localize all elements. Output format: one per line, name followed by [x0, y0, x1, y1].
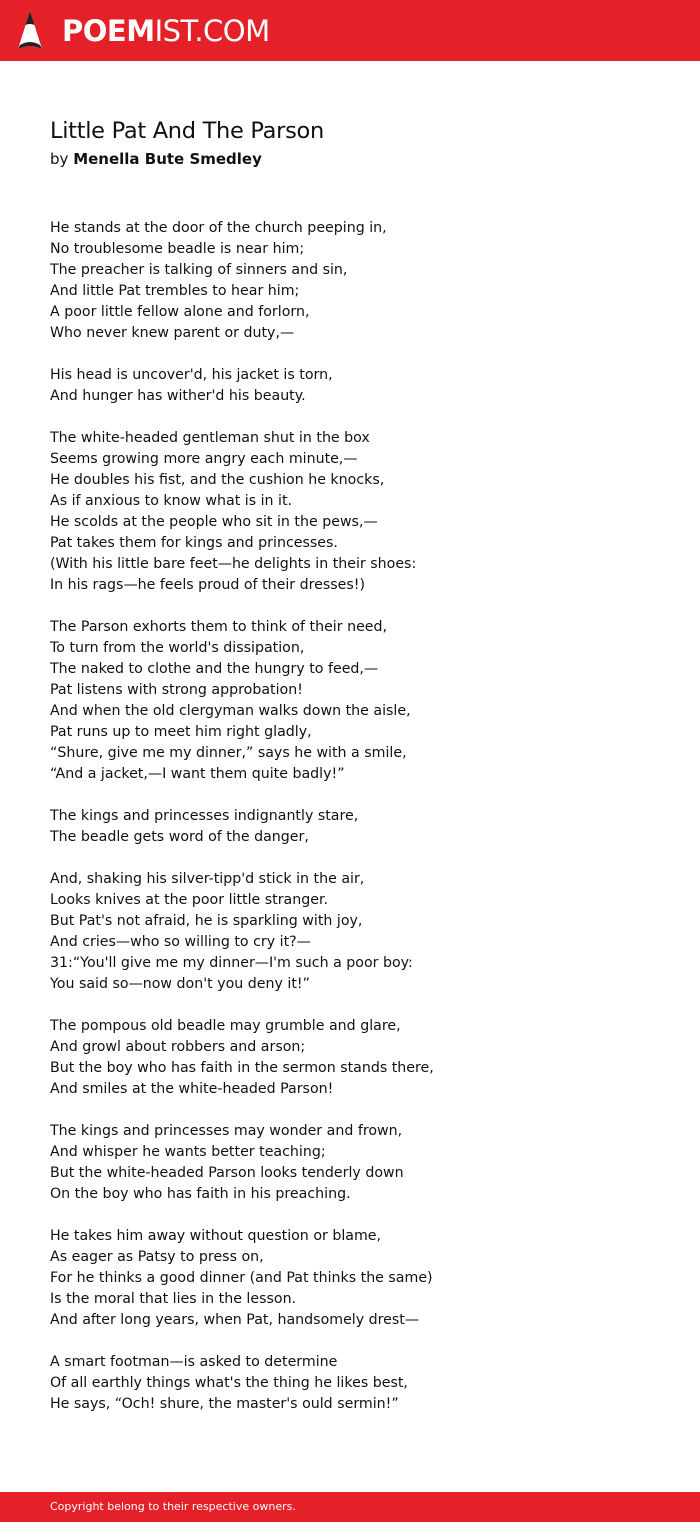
poem-line: A smart footman—is asked to determine — [50, 1354, 338, 1370]
brand-light-text: IST.COM — [154, 14, 270, 48]
poem-line: (With his little bare feet—he delights in their shoes: — [50, 556, 417, 572]
stanza-break — [50, 1205, 670, 1226]
site-header — [0, 0, 700, 61]
poem-line: He stands at the door of the church peeping in, — [50, 220, 387, 236]
poem-line: For he thinks a good dinner (and Pat thinks the same) — [50, 1270, 433, 1286]
poem-line: And hunger has wither'd his beauty. — [50, 388, 306, 404]
by-label: by — [50, 150, 69, 168]
poem-line: And whisper he wants better teaching; — [50, 1144, 326, 1160]
stanza-break — [50, 407, 670, 428]
poem-line: The preacher is talking of sinners and sin, — [50, 262, 348, 278]
poem-line: Pat runs up to meet him right gladly, — [50, 724, 312, 740]
site-footer — [0, 1492, 700, 1522]
poem-title: Little Pat And The Parson — [50, 118, 324, 144]
poem-line: Of all earthly things what's the thing he likes best, — [50, 1375, 408, 1391]
poem-line: But Pat's not afraid, he is sparkling with joy, — [50, 913, 363, 929]
poem-line: The white-headed gentleman shut in the box — [50, 430, 370, 446]
poem-line: 31:“You'll give me my dinner—I'm such a poor boy: — [50, 955, 413, 971]
poem-line: To turn from the world's dissipation, — [50, 640, 305, 656]
stanza-break — [50, 995, 670, 1016]
author-name[interactable]: Menella Bute Smedley — [73, 150, 262, 168]
poem-line: The kings and princesses indignantly stare, — [50, 808, 359, 824]
pencil-tip-icon[interactable] — [16, 9, 44, 53]
stanza-break — [50, 596, 670, 617]
stanza-break — [50, 785, 670, 806]
poem-line: He doubles his fist, and the cushion he knocks, — [50, 472, 385, 488]
stanza-break — [50, 1331, 670, 1352]
poem-line: Who never knew parent or duty,— — [50, 325, 295, 341]
poem-line: You said so—now don't you deny it!” — [50, 976, 310, 992]
poem-line: He takes him away without question or blame, — [50, 1228, 382, 1244]
poem-line: And, shaking his silver-tipp'd stick in the air, — [50, 871, 365, 887]
poem-line: Is the moral that lies in the lesson. — [50, 1291, 297, 1307]
stanza-break — [50, 848, 670, 869]
poem-line: As if anxious to know what is in it. — [50, 493, 293, 509]
poem-line: His head is uncover'd, his jacket is torn, — [50, 367, 333, 383]
poem-byline — [50, 148, 262, 170]
stanza-break — [50, 1100, 670, 1121]
brand-bold-text: POEM — [62, 14, 155, 48]
poem-body — [50, 218, 670, 1415]
site-logo-text[interactable] — [62, 12, 270, 50]
poem-line: In his rags—he feels proud of their dresses!) — [50, 577, 366, 593]
poem-line: The naked to clothe and the hungry to feed,— — [50, 661, 379, 677]
poem-line: But the boy who has faith in the sermon stands there, — [50, 1060, 434, 1076]
poem-line: And after long years, when Pat, handsomely drest— — [50, 1312, 420, 1328]
poem-line: On the boy who has faith in his preaching. — [50, 1186, 351, 1202]
poem-line: Looks knives at the poor little stranger. — [50, 892, 329, 908]
poem-line: He scolds at the people who sit in the pews,— — [50, 514, 378, 530]
poem-line: But the white-headed Parson looks tenderly down — [50, 1165, 404, 1181]
poem-line: Seems growing more angry each minute,— — [50, 451, 358, 467]
poem-line: A poor little fellow alone and forlorn, — [50, 304, 310, 320]
poem-line: The kings and princesses may wonder and frown, — [50, 1123, 403, 1139]
poem-line: And smiles at the white-headed Parson! — [50, 1081, 334, 1097]
poem-line: No troublesome beadle is near him; — [50, 241, 305, 257]
poem-line: “Shure, give me my dinner,” says he with a smile, — [50, 745, 407, 761]
poem-line: “And a jacket,—I want them quite badly!” — [50, 766, 345, 782]
poem-line: The beadle gets word of the danger, — [50, 829, 309, 845]
poem-line: And cries—who so willing to cry it?— — [50, 934, 311, 950]
poem-line: The Parson exhorts them to think of their need, — [50, 619, 388, 635]
stanza-break — [50, 344, 670, 365]
poem-line: And growl about robbers and arson; — [50, 1039, 306, 1055]
poem-line: The pompous old beadle may grumble and glare, — [50, 1018, 401, 1034]
poem-line: He says, “Och! shure, the master's ould sermin!” — [50, 1396, 399, 1412]
copyright-text: Copyright belong to their respective owners. — [50, 1500, 296, 1513]
poem-line: And when the old clergyman walks down the aisle, — [50, 703, 411, 719]
poem-line: Pat takes them for kings and princesses. — [50, 535, 338, 551]
poem-line: And little Pat trembles to hear him; — [50, 283, 300, 299]
poem-line: As eager as Patsy to press on, — [50, 1249, 264, 1265]
poem-line: Pat listens with strong approbation! — [50, 682, 303, 698]
